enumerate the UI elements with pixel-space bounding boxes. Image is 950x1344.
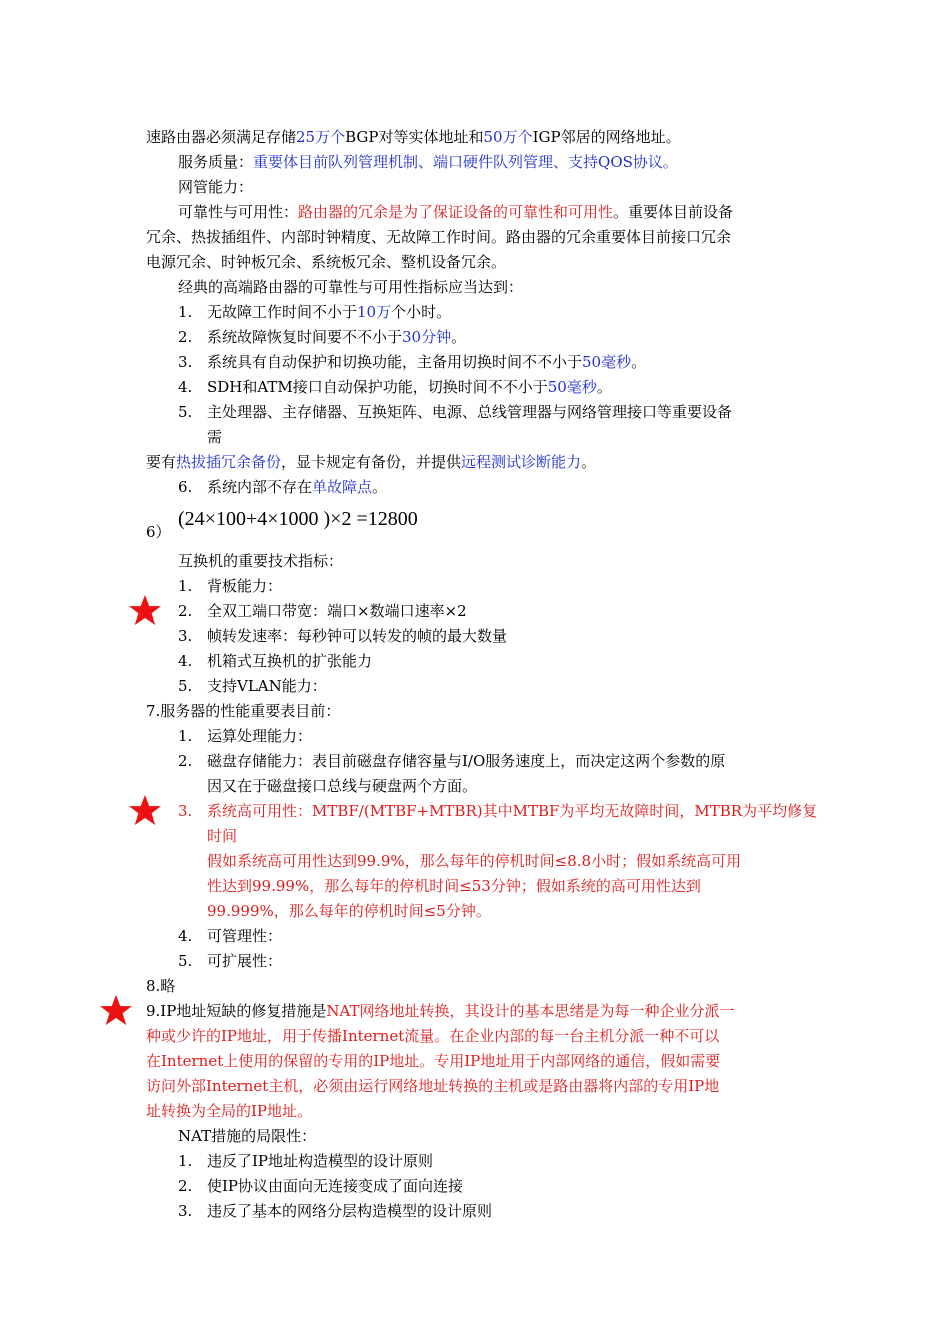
list-item-number: 4. (178, 652, 193, 670)
list-item-number: 5. (178, 952, 193, 970)
list-item-number: 1. (178, 577, 193, 595)
list-item: 运算处理能力： (207, 727, 313, 745)
paragraph-qos: 服务质量：重要体目前队列管理机制、端口硬件队列管理、支持QOS协议。 (178, 153, 678, 171)
list-item-number: 5. (178, 403, 193, 421)
section-9-line1: 9.IP地址短缺的修复措施是NAT网络地址转换，其设计的基本思绪是为每一种企业分派一 (146, 1002, 735, 1020)
list-item-number: 4. (178, 378, 193, 396)
list-item: 可管理性： (207, 927, 283, 945)
list-item: 机箱式互换机的扩张能力 (207, 652, 373, 670)
availability-detail: 性达到99.99%，那么每年的停机时间≤53分钟；假如系统的高可用性达到 (207, 877, 701, 895)
list-item-number: 3. (178, 1202, 193, 1220)
star-icon (128, 794, 162, 828)
list-item-number: 2. (178, 1177, 193, 1195)
list-item: 帧转发速率：每秒钟可以转发的帧的最大数量 (207, 627, 508, 645)
list-item: 可扩展性： (207, 952, 283, 970)
paragraph-reliability-line3: 电源冗余、时钟板冗余、系统板冗余、整机设备冗余。 (146, 253, 507, 271)
list-item-number: 1. (178, 303, 193, 321)
list-item-number: 1. (178, 1152, 193, 1170)
server-title: 7.服务器的性能重要表目前： (146, 702, 341, 720)
list-item-wrap: 时间 (207, 827, 238, 845)
star-icon (99, 994, 133, 1028)
list-item-wrap: 因又在于磁盘接口总线与硬盘两个方面。 (207, 777, 478, 795)
list-item-number: 3. (178, 353, 193, 371)
section-9-line: 址转换为全局的IP地址。 (146, 1102, 313, 1120)
list-item-number: 1. (178, 727, 193, 745)
section-9-line: 在Internet上使用的保留的专用的IP地址。专用IP地址用于内部网络的通信，假如需要 (146, 1052, 721, 1070)
list-item-number: 2. (178, 602, 193, 620)
list-item: 全双工端口带宽：端口×数端口速率×2 (207, 602, 467, 620)
list-item: 系统故障恢复时间要不不小于30分钟。 (207, 328, 467, 346)
list-item: 使IP协议由面向无连接变成了面向连接 (207, 1177, 464, 1195)
list-item: 违反了IP地址构造模型的设计原则 (207, 1152, 434, 1170)
section-9-line: 访问外部Internet主机，必须由运行网络地址转换的主机或是路由器将内部的专用IP地 (146, 1077, 720, 1095)
list-item: 系统具有自动保护和切换功能，主备用切换时间不不小于50毫秒。 (207, 353, 647, 371)
list-item-wrap: 需 (207, 428, 223, 446)
list-item-number: 3. (178, 627, 193, 645)
list-item-availability: 系统高可用性：MTBF/(MTBF+MTBR)其中MTBF为平均无故障时间，MTBR为平均修复 (207, 802, 818, 820)
list-item: 背板能力： (207, 577, 283, 595)
section-9-line: 种或少许的IP地址，用于传播Internet流量。在企业内部的每一台主机分派一种不可以 (146, 1027, 720, 1045)
list-item: 系统内部不存在单故障点。 (207, 478, 388, 496)
paragraph-reliability: 可靠性与可用性：路由器的冗余是为了保证设备的可靠性和可用性。重要体目前设备 (178, 203, 734, 221)
list-item-number: 5. (178, 677, 193, 695)
list-item: SDH和ATM接口自动保护功能，切换时间不不小于50毫秒。 (207, 378, 612, 396)
list-item: 支持VLAN能力： (207, 677, 327, 695)
list-item-number: 6. (178, 478, 193, 496)
nat-title: NAT措施的局限性： (178, 1127, 317, 1145)
paragraph-bgp: 速路由器必须满足存储25万个BGP对等实体地址和50万个IGP邻居的网络地址。 (146, 128, 681, 146)
switch-title: 互换机的重要技术指标： (178, 552, 344, 570)
availability-detail: 假如系统高可用性达到99.9%，那么每年的停机时间≤8.8小时；假如系统高可用 (207, 852, 742, 870)
list-item: 违反了基本的网络分层构造模型的设计原则 (207, 1202, 493, 1220)
paragraph-reliability-line2: 冗余、热拔插组件、内部时钟精度、无故障工作时间。路由器的冗余重要体目前接口冗余 (146, 228, 732, 246)
section-8: 8.略 (146, 977, 176, 995)
list-item: 无故障工作时间不小于10万个小时。 (207, 303, 452, 321)
list-item: 主处理器、主存储器、互换矩阵、电源、总线管理器与网络管理接口等重要设备 (207, 403, 733, 421)
question-6-label: 6） (146, 523, 171, 541)
formula: (24×100+4×1000 )×2 =12800 (178, 508, 418, 530)
list-item: 磁盘存储能力：表目前磁盘存储容量与I/O服务速度上，而决定这两个参数的原 (207, 752, 726, 770)
list-item-number: 2. (178, 752, 193, 770)
list-item-number: 3. (178, 802, 193, 820)
star-icon (128, 594, 162, 628)
list-item-number: 4. (178, 927, 193, 945)
paragraph-management: 网管能力： (178, 178, 254, 196)
paragraph-indicators: 经典的高端路由器的可靠性与可用性指标应当达到： (178, 278, 524, 296)
list-item-continuation: 要有热拔插冗余备份，显卡规定有备份，并提供远程测试诊断能力。 (146, 453, 597, 471)
list-item-number: 2. (178, 328, 193, 346)
availability-detail: 99.999%，那么每年的停机时间≤5分钟。 (207, 902, 491, 920)
